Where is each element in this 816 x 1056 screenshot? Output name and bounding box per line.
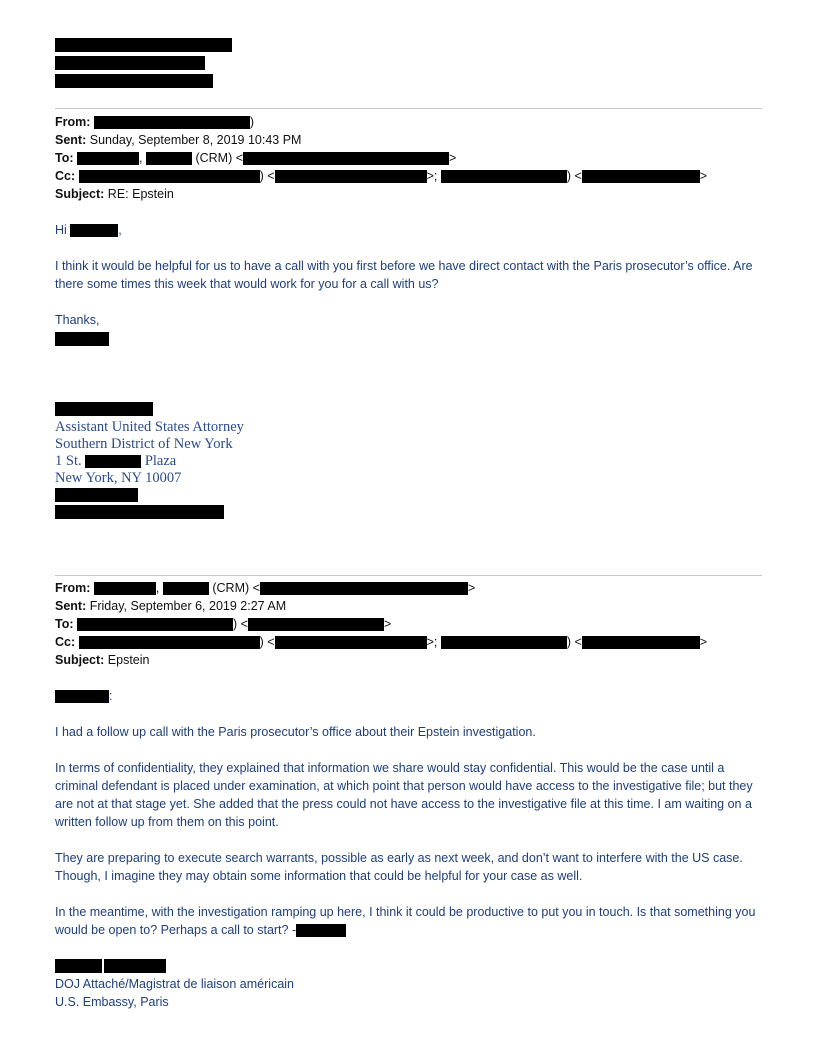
from-crm: (CRM) < xyxy=(212,581,260,595)
email1-from-line xyxy=(55,113,254,131)
to-crm: (CRM) < xyxy=(195,151,244,165)
sent-label: Sent: xyxy=(55,599,87,613)
from-label: From: xyxy=(55,115,91,129)
cc-sep: >; xyxy=(426,635,438,649)
from-sep: , xyxy=(155,581,160,595)
redaction xyxy=(582,636,700,649)
redaction-sender-name-1 xyxy=(55,332,109,346)
from-tail: ) xyxy=(249,115,255,129)
email2-paragraph-2: In terms of confidentiality, they explained that information we share would stay confidential. This would be the case until a criminal defendant is placed under examination, at which point that person would have access to the investigative file; but they are not at that stage yet. She added that the press could not have access to the investigative file at this time. I am waiting on a written follow up from them on this point. xyxy=(55,761,753,829)
cc-label: Cc: xyxy=(55,169,76,183)
header-divider-1 xyxy=(55,108,762,109)
redaction-signature-name-1 xyxy=(55,402,153,416)
from-label: From: xyxy=(55,581,91,595)
signature2-title: DOJ Attaché/Magistrat de liaison américain xyxy=(55,977,294,991)
to-end: > xyxy=(449,151,457,165)
email1-thanks: Thanks, xyxy=(55,313,100,327)
redaction xyxy=(441,636,567,649)
redaction-top-3 xyxy=(55,74,213,88)
redaction xyxy=(163,582,209,595)
cc-label: Cc: xyxy=(55,635,76,649)
email2-salutation xyxy=(55,687,112,705)
redaction-signature-phone xyxy=(55,488,138,502)
email2-paragraph-1: I had a follow up call with the Paris prosecutor’s office about their Epstein investigation. xyxy=(55,725,536,739)
cc-sep: ) < xyxy=(259,635,275,649)
signature1-title: Assistant United States Attorney xyxy=(55,419,244,435)
email2-paragraph-4 xyxy=(55,903,767,939)
street-part-b: Plaza xyxy=(144,453,177,469)
header-divider-2 xyxy=(55,575,762,576)
to-sep: ) < xyxy=(233,617,248,631)
redaction-signature-email xyxy=(55,505,224,519)
email2-to-line xyxy=(55,615,391,633)
email2-sent-line xyxy=(55,597,286,615)
cc-sep: > xyxy=(699,169,708,183)
sent-value: Sunday, September 8, 2019 10:43 PM xyxy=(89,133,302,147)
redaction xyxy=(441,170,567,183)
salutation-colon: : xyxy=(109,689,113,703)
subject-label: Subject: xyxy=(55,187,105,201)
to-end: > xyxy=(383,617,392,631)
to-label: To: xyxy=(55,151,74,165)
redaction-signature2-last xyxy=(104,959,166,973)
redaction xyxy=(243,152,449,165)
redaction xyxy=(275,170,427,183)
cc-sep: >; xyxy=(426,169,438,183)
redaction xyxy=(79,170,260,183)
sent-value: Friday, September 6, 2019 2:27 AM xyxy=(89,599,287,613)
redaction xyxy=(582,170,700,183)
redaction xyxy=(94,582,156,595)
street-part-a: 1 St. xyxy=(55,453,82,469)
email1-subject-line xyxy=(55,185,174,203)
email1-paragraph: I think it would be helpful for us to have a call with you first before we have direct contact with the Paris prosecutor’s office. Are there some times this week that would work for you for a call with us? xyxy=(55,259,753,291)
email1-sent-line xyxy=(55,131,301,149)
email2-cc-line xyxy=(55,633,707,651)
redaction-signature2-first xyxy=(55,959,102,973)
greeting-text: Hi xyxy=(55,223,67,237)
signature1-city: New York, NY 10007 xyxy=(55,470,182,486)
signature1-street xyxy=(55,453,176,470)
cc-sep: ) < xyxy=(566,169,582,183)
redaction xyxy=(55,690,109,703)
signature2-office: U.S. Embassy, Paris xyxy=(55,995,169,1009)
email1-to-line xyxy=(55,149,456,167)
redaction xyxy=(77,152,139,165)
redaction xyxy=(94,116,250,129)
redaction xyxy=(77,618,233,631)
redaction xyxy=(248,618,384,631)
email1-greeting xyxy=(55,221,122,239)
para4-text: In the meantime, with the investigation ramping up here, I think it could be productive to put you in touch. Is that something you would be open to? Perhaps a call to start? - xyxy=(55,905,756,937)
redaction xyxy=(79,636,260,649)
redaction xyxy=(275,636,427,649)
sent-label: Sent: xyxy=(55,133,87,147)
redaction-top-2 xyxy=(55,56,205,70)
subject-value: Epstein xyxy=(107,653,150,667)
subject-label: Subject: xyxy=(55,653,105,667)
subject-value: RE: Epstein xyxy=(107,187,174,201)
cc-sep: ) < xyxy=(566,635,582,649)
email2-paragraph-3: They are preparing to execute search warrants, possible as early as next week, and don’t want to interfere with the US case. Though, I imagine they may obtain some information that could be helpful for your case as well. xyxy=(55,851,743,883)
signature1-office: Southern District of New York xyxy=(55,436,233,452)
email2-subject-line xyxy=(55,651,150,669)
redaction-top-1 xyxy=(55,38,232,52)
email1-cc-line xyxy=(55,167,707,185)
redaction xyxy=(296,924,346,937)
greeting-comma: , xyxy=(118,223,122,237)
cc-sep: > xyxy=(699,635,708,649)
to-label: To: xyxy=(55,617,74,631)
redaction xyxy=(85,455,141,468)
from-end: > xyxy=(467,581,476,595)
cc-sep: ) < xyxy=(259,169,275,183)
redaction xyxy=(260,582,468,595)
redaction xyxy=(70,224,118,237)
email2-from-line xyxy=(55,579,475,597)
redaction xyxy=(146,152,192,165)
to-sep: , xyxy=(139,151,143,165)
